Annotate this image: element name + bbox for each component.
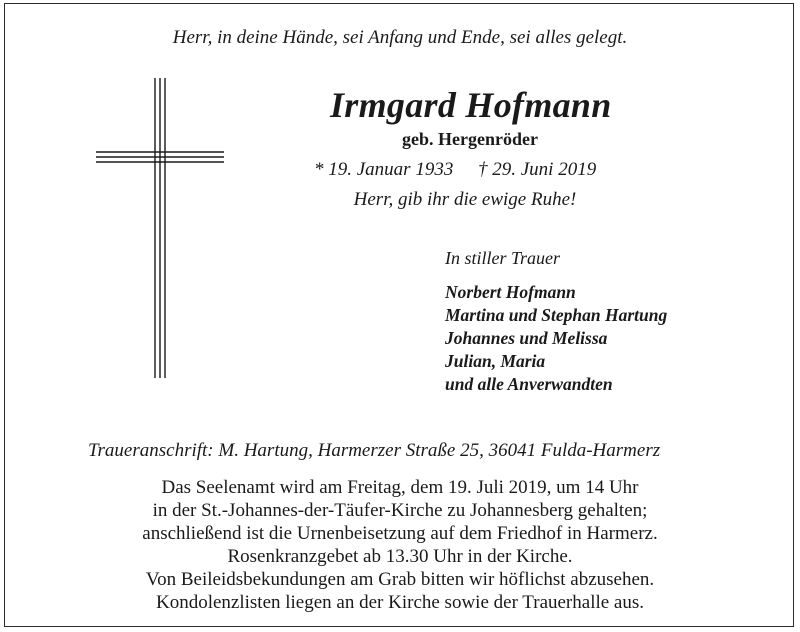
- death-date: † 29. Juni 2019: [478, 159, 597, 180]
- service-info-line: Kondolenzlisten liegen an der Kirche sowie der Trauerhalle aus.: [155, 592, 645, 613]
- cross-icon: [96, 78, 224, 378]
- service-info-line: Von Beileidsbekundungen am Grab bitten wir höflichst abzusehen.: [145, 569, 655, 590]
- deceased-name: Irmgard Hofmann: [330, 85, 612, 125]
- prayer-line: Herr, gib ihr die ewige Ruhe!: [353, 189, 577, 210]
- service-info-line: Rosenkranzgebet ab 13.30 Uhr in der Kirche.: [227, 546, 573, 567]
- mourning-intro: In stiller Trauer: [445, 248, 561, 268]
- mourner-name: Martina und Stephan Hartung: [445, 305, 668, 325]
- service-info-line: anschließend ist die Urnenbeisetzung auf dem Friedhof in Harmerz.: [142, 523, 658, 544]
- service-info-line: Das Seelenamt wird am Freitag, dem 19. Juli 2019, um 14 Uhr: [161, 477, 639, 498]
- birth-date: * 19. Januar 1933: [314, 159, 454, 180]
- mourner-name: Julian, Maria: [445, 351, 546, 371]
- mourner-name: Norbert Hofmann: [445, 282, 576, 302]
- mourning-address: Traueranschrift: M. Hartung, Harmerzer Straße 25, 36041 Fulda-Harmerz: [88, 440, 661, 461]
- mourner-name: Johannes und Melissa: [445, 328, 608, 348]
- maiden-name: geb. Hergenröder: [402, 129, 538, 149]
- service-info-line: in der St.-Johannes-der-Täufer-Kirche zu Johannesberg gehalten;: [152, 500, 648, 521]
- mourner-name: und alle Anverwandten: [445, 374, 613, 394]
- header-motto: Herr, in deine Hände, sei Anfang und Ende, sei alles gelegt.: [172, 27, 628, 48]
